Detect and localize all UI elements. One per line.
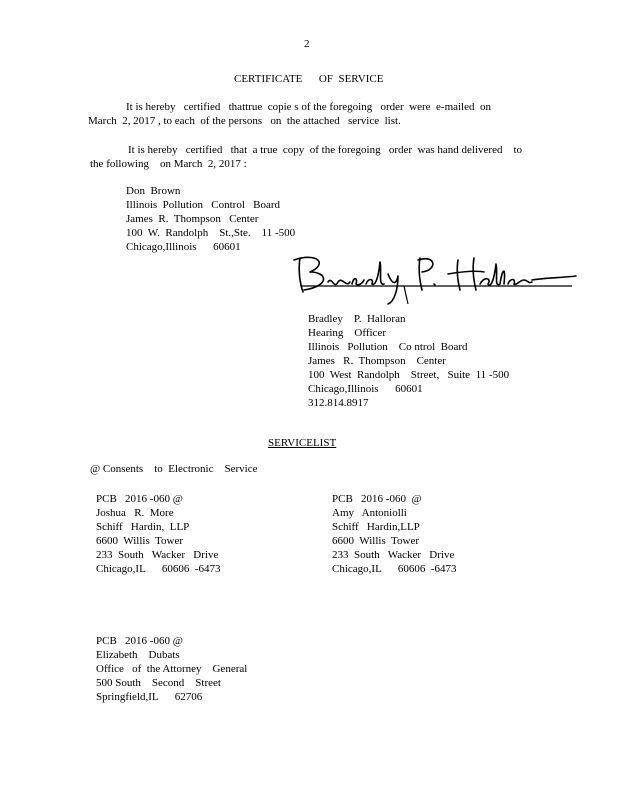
address-line: Joshua R. More <box>96 507 174 519</box>
address-line: Chicago,IL 60606 -6473 <box>96 563 221 575</box>
paragraph-line: It is hereby certified thattrue copie s of the foregoing order were e-mailed on <box>126 101 491 113</box>
address-line: 233 South Wacker Drive <box>96 549 219 561</box>
address-line: James R. Thompson Center <box>308 355 446 367</box>
address-line: PCB 2016 -060 @ <box>96 493 183 505</box>
address-line: 100 W. Randolph St.,Ste. 11 -500 <box>126 227 296 239</box>
address-line: Amy Antoniolli <box>332 507 407 519</box>
address-line: Chicago,IL 60606 -6473 <box>332 563 457 575</box>
address-line: Chicago,Illinois 60601 <box>126 241 241 253</box>
address-line: 6600 Willis Tower <box>96 535 183 547</box>
address-line: Illinois Pollution Control Board <box>126 199 281 211</box>
address-line: PCB 2016 -060 @ <box>332 493 422 505</box>
address-line: PCB 2016 -060 @ <box>96 635 183 647</box>
address-line: 312.814.8917 <box>308 397 369 409</box>
address-line: Chicago,Illinois 60601 <box>308 383 423 395</box>
address-line: Bradley P. Halloran <box>308 313 406 325</box>
address-line: Elizabeth Dubats <box>96 649 180 661</box>
service-list-title: SERVICELIST <box>268 437 337 449</box>
signer-address <box>308 312 509 410</box>
consent-note: @ Consents to Electronic Service <box>90 463 258 475</box>
address-line: 6600 Willis Tower <box>332 535 419 547</box>
address-line: James R. Thompson Center <box>126 213 259 225</box>
service-entry-antoniolli <box>332 492 457 576</box>
address-line: Office of the Attorney General <box>96 663 248 675</box>
recipient-address <box>126 184 295 254</box>
paragraph-line: It is hereby certified that a true copy of the foregoing order was hand delivered to <box>128 144 523 156</box>
address-line: Springfield,IL 62706 <box>96 691 203 703</box>
certificate-title: CERTIFICATE OF SERVICE <box>234 73 384 85</box>
address-line: Don Brown <box>126 185 181 197</box>
address-line: 100 West Randolph Street, Suite 11 -500 <box>308 369 510 381</box>
paragraph-line: March 2, 2017 , to each of the persons on the attached service list. <box>88 115 401 127</box>
paragraph-line: the following on March 2, 2017 : <box>90 158 247 170</box>
address-line: Schiff Hardin, LLP <box>96 521 190 533</box>
address-line: 500 South Second Street <box>96 677 221 689</box>
page-number: 2 <box>304 38 310 50</box>
handwritten-signature <box>288 250 578 306</box>
service-entry-dubats <box>96 634 247 704</box>
service-entry-more <box>96 492 221 576</box>
address-line: Illinois Pollution Co ntrol Board <box>308 341 468 353</box>
service-paragraph-hand-delivered <box>90 143 522 171</box>
address-line: Schiff Hardin,LLP <box>332 521 420 533</box>
address-line: 233 South Wacker Drive <box>332 549 455 561</box>
service-paragraph-email <box>88 100 491 128</box>
address-line: Hearing Officer <box>308 327 386 339</box>
